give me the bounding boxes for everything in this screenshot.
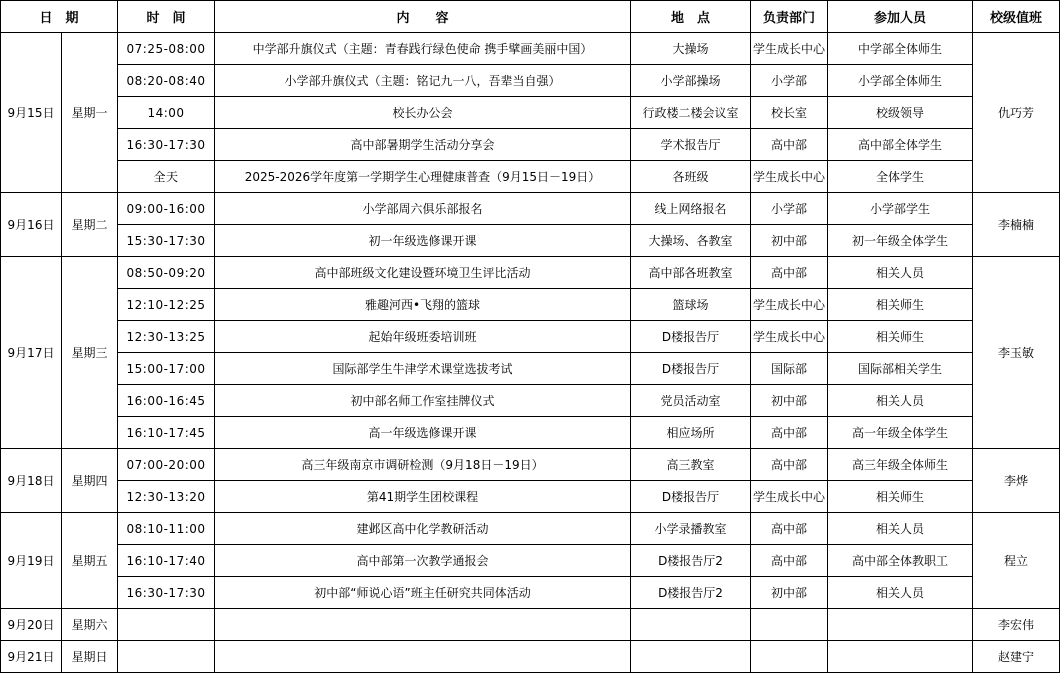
table-row xyxy=(1,97,1060,129)
location-cell: 高中部各班教室 xyxy=(631,257,751,289)
dept-cell: 学生成长中心 xyxy=(751,33,828,65)
content-cell xyxy=(215,641,631,673)
participants-cell: 高中部全体教职工 xyxy=(828,545,973,577)
time-cell: 09:00-16:00 xyxy=(118,193,215,225)
time-cell xyxy=(118,641,215,673)
content-cell: 高三年级南京市调研检测（9月18日－19日） xyxy=(215,449,631,481)
participants-cell: 高三年级全体师生 xyxy=(828,449,973,481)
location-cell: 学术报告厅 xyxy=(631,129,751,161)
table-row xyxy=(1,33,1060,65)
time-cell: 07:00-20:00 xyxy=(118,449,215,481)
table-row xyxy=(1,641,1060,673)
header-content: 内 容 xyxy=(215,1,631,33)
table-row xyxy=(1,161,1060,193)
time-cell: 16:10-17:40 xyxy=(118,545,215,577)
time-cell: 全天 xyxy=(118,161,215,193)
table-row xyxy=(1,193,1060,225)
content-cell: 初中部名师工作室挂牌仪式 xyxy=(215,385,631,417)
weekday-cell: 星期四 xyxy=(62,449,118,513)
location-cell: D楼报告厅 xyxy=(631,353,751,385)
duty-cell: 李玉敏 xyxy=(973,257,1060,449)
dept-cell: 高中部 xyxy=(751,129,828,161)
participants-cell: 初一年级全体学生 xyxy=(828,225,973,257)
table-row xyxy=(1,609,1060,641)
time-cell: 12:10-12:25 xyxy=(118,289,215,321)
location-cell: 大操场、各教室 xyxy=(631,225,751,257)
time-cell: 07:25-08:00 xyxy=(118,33,215,65)
date-cell: 9月19日 xyxy=(1,513,62,609)
table-row xyxy=(1,513,1060,545)
time-cell: 16:10-17:45 xyxy=(118,417,215,449)
dept-cell xyxy=(751,609,828,641)
dept-cell: 高中部 xyxy=(751,449,828,481)
date-cell: 9月17日 xyxy=(1,257,62,449)
time-cell: 12:30-13:25 xyxy=(118,321,215,353)
participants-cell: 校级领导 xyxy=(828,97,973,129)
participants-cell: 相关人员 xyxy=(828,385,973,417)
dept-cell: 高中部 xyxy=(751,513,828,545)
content-cell: 小学部周六俱乐部报名 xyxy=(215,193,631,225)
location-cell: 高三教室 xyxy=(631,449,751,481)
weekday-cell: 星期五 xyxy=(62,513,118,609)
weekday-cell: 星期一 xyxy=(62,33,118,193)
table-row xyxy=(1,225,1060,257)
participants-cell: 小学部学生 xyxy=(828,193,973,225)
location-cell: 相应场所 xyxy=(631,417,751,449)
participants-cell: 中学部全体师生 xyxy=(828,33,973,65)
header-row xyxy=(1,1,1060,33)
date-cell: 9月20日 xyxy=(1,609,62,641)
time-cell: 14:00 xyxy=(118,97,215,129)
participants-cell: 相关人员 xyxy=(828,257,973,289)
dept-cell: 初中部 xyxy=(751,225,828,257)
header-duty: 校级值班 xyxy=(973,1,1060,33)
table-row xyxy=(1,353,1060,385)
weekday-cell: 星期六 xyxy=(62,609,118,641)
date-cell: 9月21日 xyxy=(1,641,62,673)
dept-cell: 初中部 xyxy=(751,385,828,417)
dept-cell: 高中部 xyxy=(751,417,828,449)
dept-cell xyxy=(751,641,828,673)
participants-cell: 相关师生 xyxy=(828,321,973,353)
participants-cell: 全体学生 xyxy=(828,161,973,193)
duty-cell: 赵建宁 xyxy=(973,641,1060,673)
time-cell: 15:30-17:30 xyxy=(118,225,215,257)
header-location: 地 点 xyxy=(631,1,751,33)
location-cell: 小学录播教室 xyxy=(631,513,751,545)
duty-cell: 李宏伟 xyxy=(973,609,1060,641)
dept-cell: 小学部 xyxy=(751,65,828,97)
table-row xyxy=(1,321,1060,353)
duty-cell: 李楠楠 xyxy=(973,193,1060,257)
dept-cell: 学生成长中心 xyxy=(751,321,828,353)
table-row xyxy=(1,545,1060,577)
table-row xyxy=(1,129,1060,161)
participants-cell xyxy=(828,641,973,673)
dept-cell: 学生成长中心 xyxy=(751,161,828,193)
location-cell xyxy=(631,641,751,673)
table-row xyxy=(1,449,1060,481)
schedule-body xyxy=(1,33,1060,673)
duty-cell: 程立 xyxy=(973,513,1060,609)
location-cell: D楼报告厅 xyxy=(631,481,751,513)
content-cell: 雅趣河西•飞翔的篮球 xyxy=(215,289,631,321)
dept-cell: 高中部 xyxy=(751,257,828,289)
location-cell: D楼报告厅2 xyxy=(631,577,751,609)
content-cell: 国际部学生牛津学术课堂选拔考试 xyxy=(215,353,631,385)
weekday-cell: 星期二 xyxy=(62,193,118,257)
content-cell: 高中部第一次教学通报会 xyxy=(215,545,631,577)
dept-cell: 学生成长中心 xyxy=(751,289,828,321)
participants-cell: 高中部全体学生 xyxy=(828,129,973,161)
header-time: 时 间 xyxy=(118,1,215,33)
participants-cell xyxy=(828,609,973,641)
content-cell: 第41期学生团校课程 xyxy=(215,481,631,513)
content-cell: 小学部升旗仪式（主题：铭记九一八，吾辈当自强） xyxy=(215,65,631,97)
table-row xyxy=(1,65,1060,97)
table-row xyxy=(1,417,1060,449)
location-cell xyxy=(631,609,751,641)
participants-cell: 国际部相关学生 xyxy=(828,353,973,385)
participants-cell: 相关师生 xyxy=(828,289,973,321)
date-cell: 9月16日 xyxy=(1,193,62,257)
content-cell: 高中部暑期学生活动分享会 xyxy=(215,129,631,161)
location-cell: 党员活动室 xyxy=(631,385,751,417)
header-date: 日 期 xyxy=(1,1,118,33)
time-cell: 08:10-11:00 xyxy=(118,513,215,545)
content-cell: 初中部“师说心语”班主任研究共同体活动 xyxy=(215,577,631,609)
participants-cell: 高一年级全体学生 xyxy=(828,417,973,449)
participants-cell: 相关人员 xyxy=(828,513,973,545)
content-cell: 校长办公会 xyxy=(215,97,631,129)
participants-cell: 相关师生 xyxy=(828,481,973,513)
dept-cell: 初中部 xyxy=(751,577,828,609)
dept-cell: 国际部 xyxy=(751,353,828,385)
content-cell xyxy=(215,609,631,641)
time-cell: 08:50-09:20 xyxy=(118,257,215,289)
participants-cell: 相关人员 xyxy=(828,577,973,609)
location-cell: 行政楼二楼会议室 xyxy=(631,97,751,129)
location-cell: 线上网络报名 xyxy=(631,193,751,225)
header-dept: 负责部门 xyxy=(751,1,828,33)
time-cell: 16:30-17:30 xyxy=(118,129,215,161)
time-cell: 16:30-17:30 xyxy=(118,577,215,609)
table-row xyxy=(1,577,1060,609)
time-cell: 08:20-08:40 xyxy=(118,65,215,97)
table-row xyxy=(1,481,1060,513)
content-cell: 中学部升旗仪式（主题：青春践行绿色使命 携手擘画美丽中国） xyxy=(215,33,631,65)
table-row xyxy=(1,289,1060,321)
content-cell: 建邺区高中化学教研活动 xyxy=(215,513,631,545)
weekday-cell: 星期三 xyxy=(62,257,118,449)
location-cell: 篮球场 xyxy=(631,289,751,321)
time-cell: 16:00-16:45 xyxy=(118,385,215,417)
weekday-cell: 星期日 xyxy=(62,641,118,673)
dept-cell: 校长室 xyxy=(751,97,828,129)
time-cell: 12:30-13:20 xyxy=(118,481,215,513)
duty-cell: 李烨 xyxy=(973,449,1060,513)
date-cell: 9月15日 xyxy=(1,33,62,193)
location-cell: 各班级 xyxy=(631,161,751,193)
header-participants: 参加人员 xyxy=(828,1,973,33)
content-cell: 高一年级选修课开课 xyxy=(215,417,631,449)
content-cell: 初一年级选修课开课 xyxy=(215,225,631,257)
content-cell: 起始年级班委培训班 xyxy=(215,321,631,353)
dept-cell: 学生成长中心 xyxy=(751,481,828,513)
content-cell: 2025-2026学年度第一学期学生心理健康普查（9月15日－19日） xyxy=(215,161,631,193)
duty-cell: 仇巧芳 xyxy=(973,33,1060,193)
location-cell: 大操场 xyxy=(631,33,751,65)
table-row xyxy=(1,257,1060,289)
date-cell: 9月18日 xyxy=(1,449,62,513)
location-cell: 小学部操场 xyxy=(631,65,751,97)
dept-cell: 高中部 xyxy=(751,545,828,577)
table-row xyxy=(1,385,1060,417)
location-cell: D楼报告厅 xyxy=(631,321,751,353)
location-cell: D楼报告厅2 xyxy=(631,545,751,577)
dept-cell: 小学部 xyxy=(751,193,828,225)
participants-cell: 小学部全体师生 xyxy=(828,65,973,97)
content-cell: 高中部班级文化建设暨环境卫生评比活动 xyxy=(215,257,631,289)
time-cell: 15:00-17:00 xyxy=(118,353,215,385)
time-cell xyxy=(118,609,215,641)
